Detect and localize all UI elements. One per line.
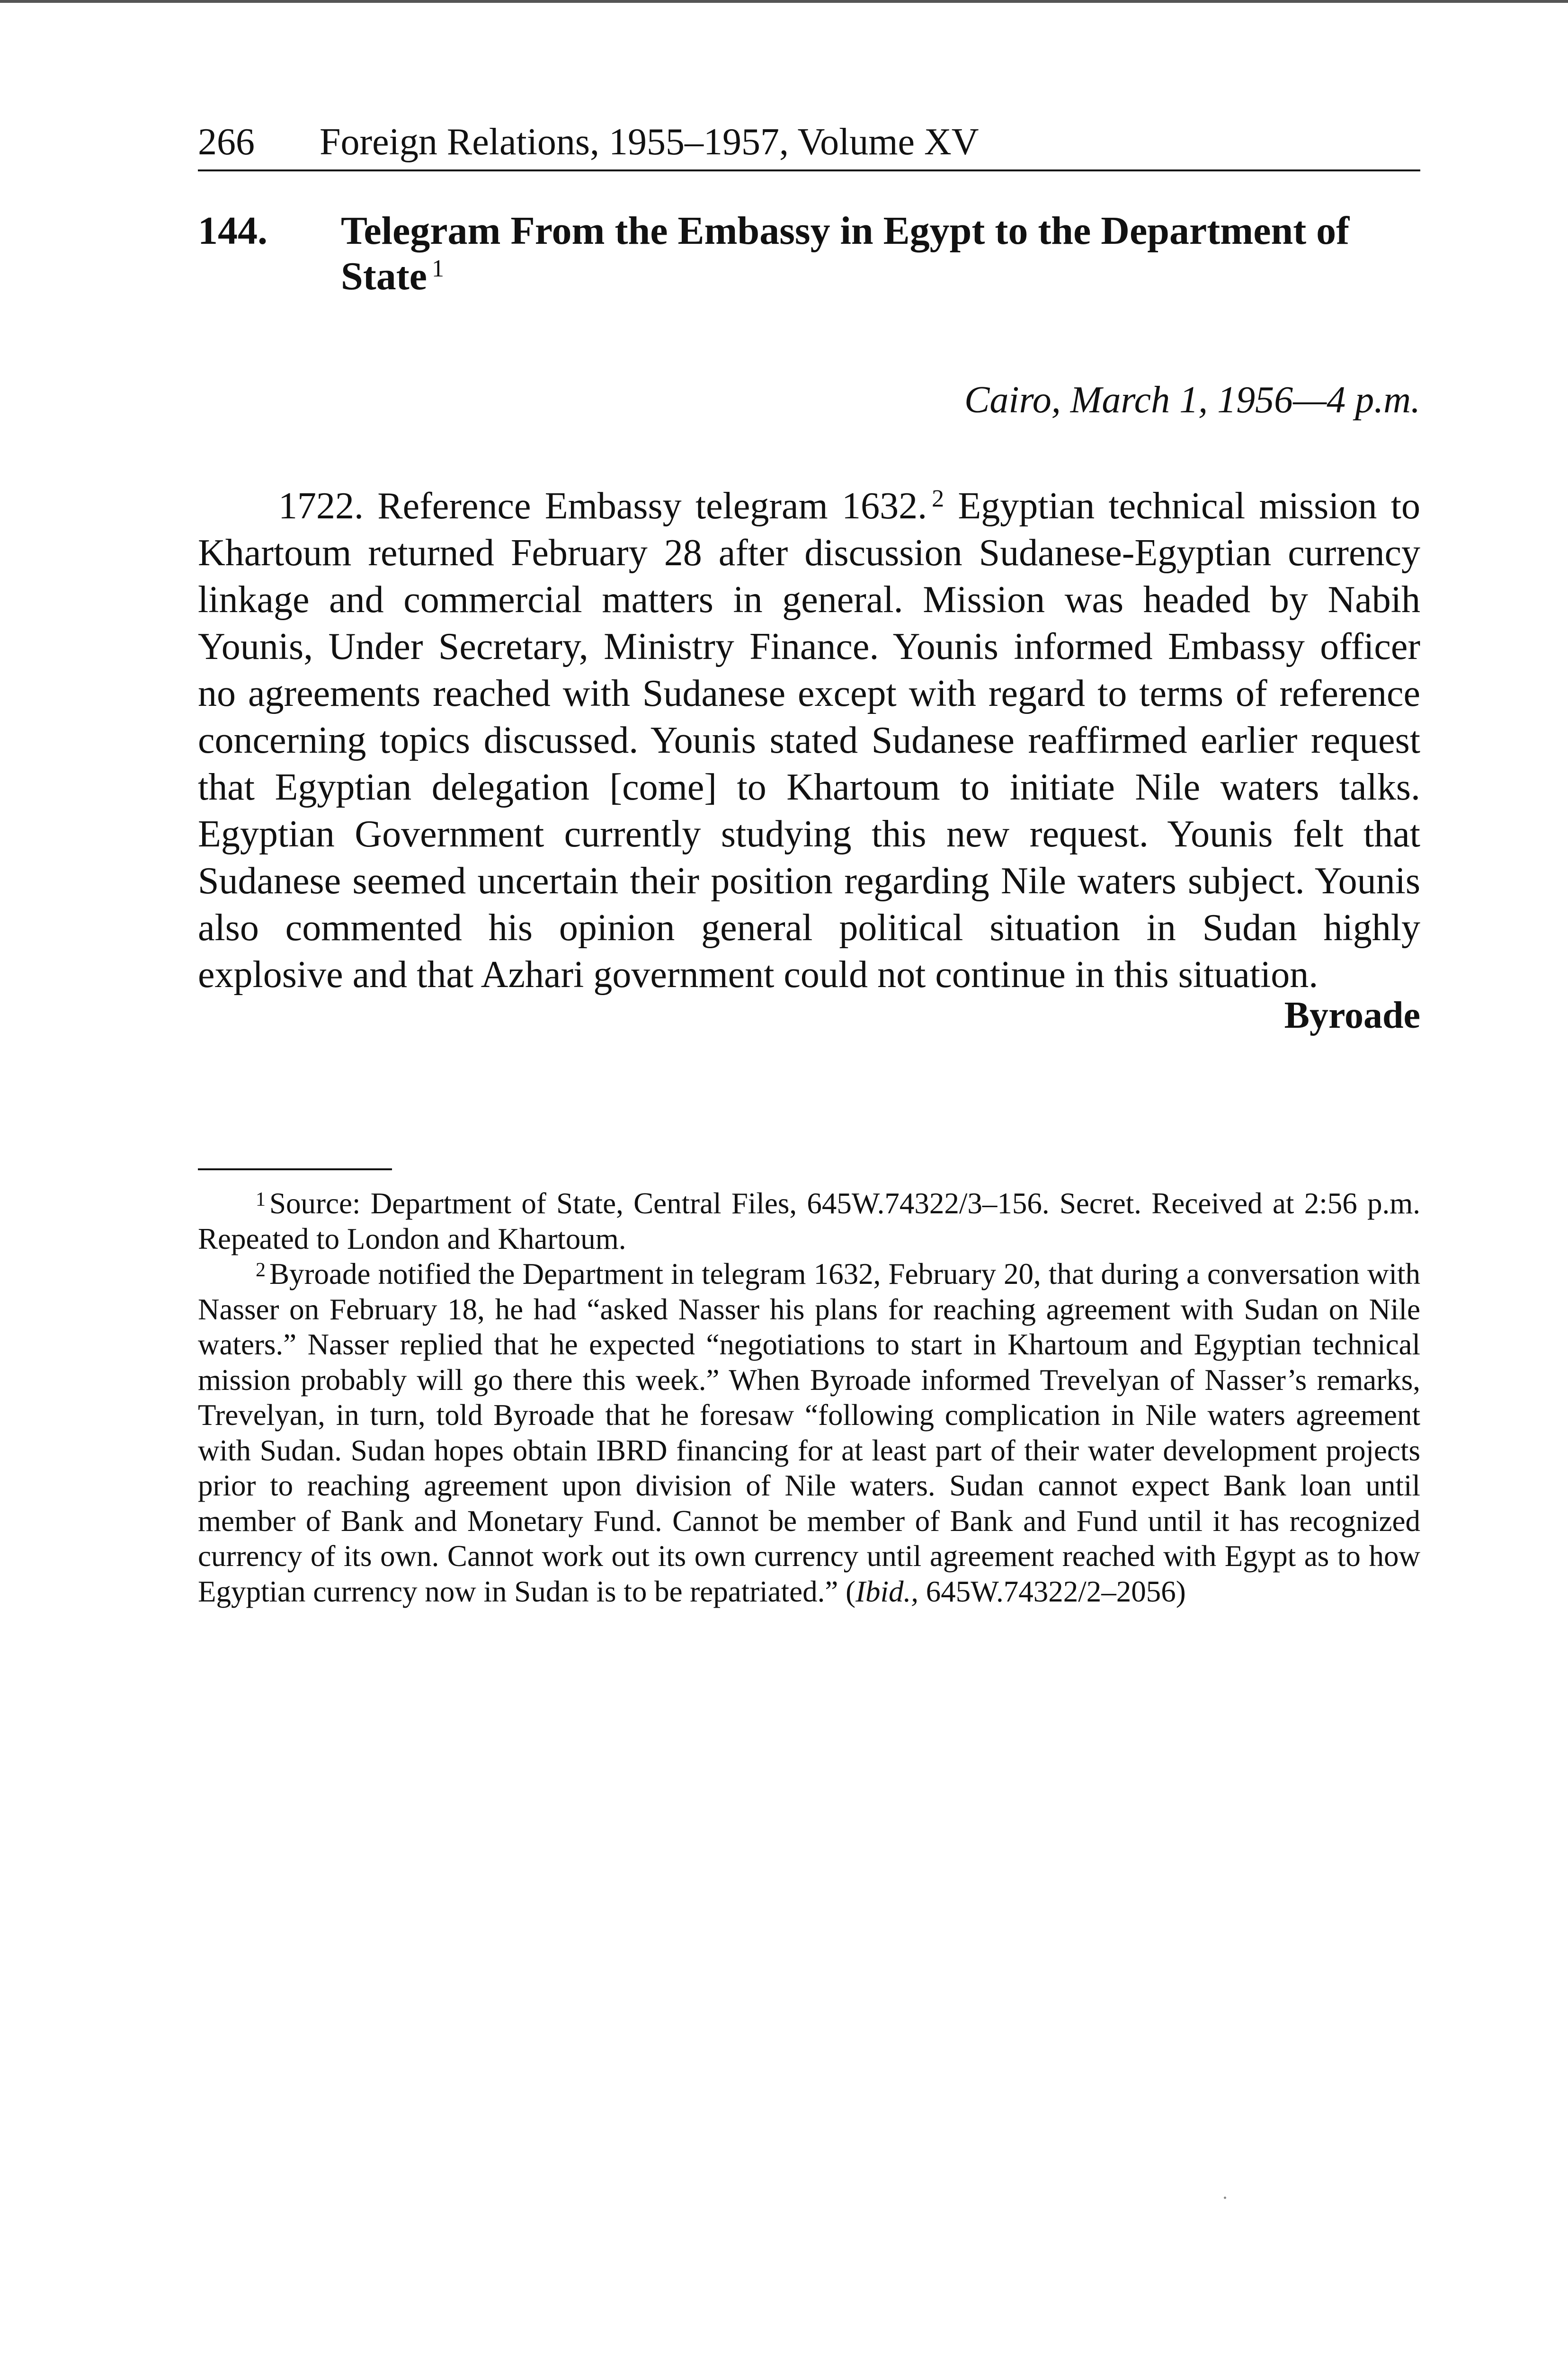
footnote-1-marker: 1: [256, 1189, 266, 1210]
footnote-2-citation-ibid: Ibid.,: [855, 1575, 919, 1608]
scan-top-edge: [0, 0, 1568, 3]
footnote-1-text: Source: Department of State, Central Files, 645W.74322/3–156. Secret. Received at 2:56 p.m. Repeated to London and Khartoum.: [198, 1187, 1420, 1255]
footnote-1: [198, 1186, 1420, 1256]
page-number: 266: [198, 121, 255, 163]
volume-title: Foreign Relations, 1955–1957, Volume XV: [320, 121, 979, 163]
footnote-2-marker: 2: [256, 1259, 266, 1281]
title-footnote-marker[interactable]: 1: [431, 255, 444, 282]
document-number: 144.: [198, 209, 267, 253]
footnote-2-text: Byroade notified the Department in telegram 1632, February 20, that during a conversation with Nasser on February 18, he had “asked Nasser his plans for reaching agreement with Sudan on Nile waters.” Nasser replied that he expected “negotiations to start in Khartoum and Egyptian technical mission probably will go there this week.” When Byroade informed Trevelyan of Nasser’s remarks, Trevelyan, in turn, told Byroade that he foresaw “following complication in Nile waters agreement with Sudan. Sudan hopes obtain IBRD financing for at least part of their water development projects prior to reaching agreement upon division of Nile waters. Sudan cannot expect Bank loan until member of Bank and Monetary Fund. Cannot be member of Bank and Fund until it has recognized currency of its own. Cannot work out its own currency until agreement reached with Egypt as to how Egyptian currency now in Sudan is to be repatriated.”: [198, 1257, 1420, 1608]
document-title: [341, 208, 1420, 299]
document-page: [198, 118, 1421, 1608]
footnotes: [198, 1186, 1420, 1609]
body-text-part2: Egyptian technical mission to Khartoum returned February 28 after discussion Sudanese-Egyptian currency linkage and commercial matters in general. Mission was headed by Nabih Younis, Under Secretary, Ministry Finance. Younis informed Embassy officer no agreements reached with Sudanese except with regard to terms of reference concerning topics discussed. Younis stated Sudanese reaffirmed earlier request that Egyptian delegation [come] to Khartoum to initiate Nile waters talks. Egyptian Government currently studying this new request. Younis felt that Sudanese seemed uncertain their position regarding Nile waters subject. Younis also commented his opinion general political situation in Sudan highly explosive and that Azhari government could not continue in this situation.: [198, 485, 1421, 996]
footnote-2-citation-open: (: [846, 1575, 856, 1608]
footnote-2: [198, 1256, 1420, 1609]
running-head-rule: [198, 169, 1420, 171]
telegram-body: [198, 483, 1420, 998]
body-footnote-marker[interactable]: 2: [932, 485, 944, 512]
body-text-part1: 1722. Reference Embassy telegram 1632.: [278, 485, 927, 527]
scan-speck: [1224, 2197, 1226, 2199]
dateline: Cairo, March 1, 1956—4 p.m.: [964, 379, 1420, 421]
document-title-text: Telegram From the Embassy in Egypt to the Department of State: [341, 209, 1350, 298]
running-head: [198, 118, 1420, 166]
footnote-2-citation-rest: 645W.74322/2–2056): [926, 1575, 1186, 1608]
signature: Byroade: [1284, 995, 1420, 1036]
footnote-separator: [198, 1168, 392, 1170]
